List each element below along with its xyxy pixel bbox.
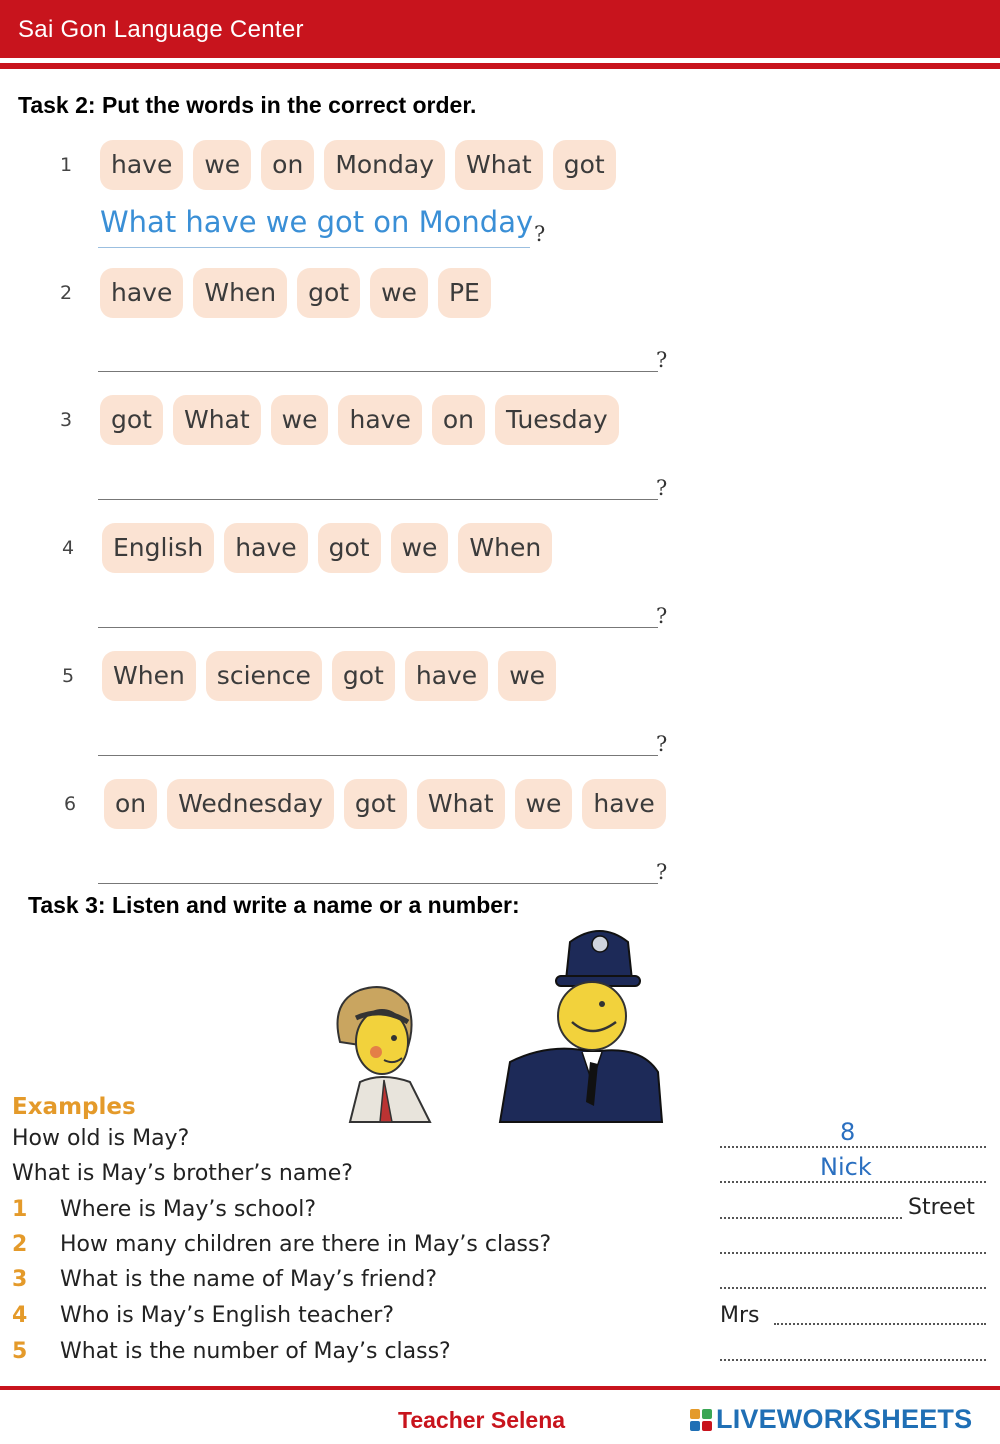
question-text: How many children are there in May’s class? xyxy=(60,1232,552,1257)
question-row xyxy=(12,1197,992,1231)
word-chips xyxy=(100,140,616,190)
question-text: Who is May’s English teacher? xyxy=(60,1303,395,1328)
answer-field[interactable] xyxy=(720,1252,986,1254)
word-chips xyxy=(102,523,552,573)
question-number: 2 xyxy=(12,1232,28,1257)
liveworksheets-brand: LIVEWORKSHEETS xyxy=(716,1404,973,1434)
word-chip[interactable]: Wednesday xyxy=(167,779,334,829)
word-chip[interactable]: When xyxy=(102,651,196,701)
question-row xyxy=(12,1267,992,1301)
task2-title: Task 2: Put the words in the correct order. xyxy=(18,92,477,118)
question-row xyxy=(12,1339,992,1373)
question-text: What is the name of May’s friend? xyxy=(60,1267,437,1292)
question-number: 4 xyxy=(12,1303,28,1328)
word-chip[interactable]: we xyxy=(391,523,449,573)
question-number: 5 xyxy=(12,1339,28,1364)
word-chip[interactable]: we xyxy=(271,395,329,445)
exercise-number: 4 xyxy=(62,537,75,559)
answer-input-line[interactable] xyxy=(98,342,658,372)
answer-input-line[interactable] xyxy=(98,598,658,628)
question-text: Where is May’s school? xyxy=(60,1197,317,1222)
center-name: Sai Gon Language Center xyxy=(18,16,304,43)
question-text: What is May’s brother’s name? xyxy=(12,1161,353,1186)
word-chip[interactable]: got xyxy=(318,523,381,573)
example-answer-value: Nick xyxy=(820,1153,872,1181)
liveworksheets-grid-icon xyxy=(690,1409,712,1431)
answer-prefix: Mrs xyxy=(720,1303,760,1328)
word-chip[interactable]: got xyxy=(553,140,616,190)
question-mark: ? xyxy=(656,348,668,372)
word-chips xyxy=(104,779,666,829)
word-chip[interactable]: What xyxy=(173,395,261,445)
task3-title: Task 3: Listen and write a name or a number: xyxy=(28,892,520,918)
answer-field xyxy=(720,1146,986,1148)
word-chip[interactable]: have xyxy=(100,268,183,318)
examples-label: Examples xyxy=(12,1094,136,1120)
question-number: 3 xyxy=(12,1267,28,1292)
word-chip[interactable]: got xyxy=(100,395,163,445)
question-mark: ? xyxy=(656,860,668,884)
question-row xyxy=(12,1153,992,1195)
word-chip[interactable]: PE xyxy=(438,268,491,318)
word-chip[interactable]: we xyxy=(370,268,428,318)
word-chip[interactable]: on xyxy=(432,395,485,445)
answer-input-line[interactable] xyxy=(98,470,658,500)
header-bar xyxy=(0,0,1000,58)
word-chip[interactable]: What xyxy=(417,779,505,829)
answer-field xyxy=(720,1181,986,1183)
word-chip[interactable]: we xyxy=(515,779,573,829)
question-row xyxy=(12,1232,992,1266)
word-chip[interactable]: Tuesday xyxy=(495,395,619,445)
word-chip[interactable]: have xyxy=(224,523,307,573)
word-chip[interactable]: we xyxy=(498,651,556,701)
word-chip[interactable]: English xyxy=(102,523,214,573)
exercise-number: 2 xyxy=(60,282,73,304)
header-divider xyxy=(0,63,1000,69)
footer-divider xyxy=(0,1386,1000,1390)
exercise-number: 5 xyxy=(62,665,75,687)
girl-and-policeman-illustration xyxy=(320,922,680,1132)
answer-field[interactable] xyxy=(774,1323,986,1325)
liveworksheets-logo xyxy=(690,1404,972,1435)
question-mark: ? xyxy=(656,732,668,756)
word-chips xyxy=(102,651,556,701)
word-chip[interactable]: got xyxy=(344,779,407,829)
question-text: What is the number of May’s class? xyxy=(60,1339,451,1364)
exercise-number: 3 xyxy=(60,409,73,431)
girl-figure xyxy=(338,987,431,1122)
teacher-name: Teacher Selena xyxy=(398,1407,566,1433)
word-chip[interactable]: on xyxy=(104,779,157,829)
question-mark: ? xyxy=(656,476,668,500)
example-answer-value: 8 xyxy=(840,1118,856,1146)
answer-input-line[interactable] xyxy=(98,854,658,884)
word-chip[interactable]: science xyxy=(206,651,322,701)
question-number: 1 xyxy=(12,1197,28,1222)
word-chip[interactable]: have xyxy=(405,651,488,701)
word-chip[interactable]: have xyxy=(582,779,665,829)
word-chip[interactable]: got xyxy=(297,268,360,318)
answer-field[interactable] xyxy=(720,1217,902,1219)
word-chip[interactable]: on xyxy=(261,140,314,190)
policeman-figure xyxy=(500,931,662,1122)
exercise-number: 6 xyxy=(64,793,77,815)
answer-suffix: Street xyxy=(908,1195,975,1220)
question-text: How old is May? xyxy=(12,1126,190,1151)
example-answer: What have we got on Monday xyxy=(100,205,534,239)
word-chip[interactable]: have xyxy=(338,395,421,445)
question-row xyxy=(12,1303,992,1337)
answer-field[interactable] xyxy=(720,1287,986,1289)
word-chip[interactable]: got xyxy=(332,651,395,701)
answer-input-line[interactable] xyxy=(98,726,658,756)
word-chip[interactable]: we xyxy=(193,140,251,190)
word-chips xyxy=(100,395,619,445)
exercise-number: 1 xyxy=(60,154,73,176)
word-chip[interactable]: Monday xyxy=(324,140,445,190)
answer-field[interactable] xyxy=(720,1359,986,1361)
word-chip[interactable]: When xyxy=(193,268,287,318)
word-chip[interactable]: have xyxy=(100,140,183,190)
word-chip[interactable]: What xyxy=(455,140,543,190)
word-chips xyxy=(100,268,491,318)
question-mark: ? xyxy=(534,222,546,246)
question-mark: ? xyxy=(656,604,668,628)
word-chip[interactable]: When xyxy=(458,523,552,573)
